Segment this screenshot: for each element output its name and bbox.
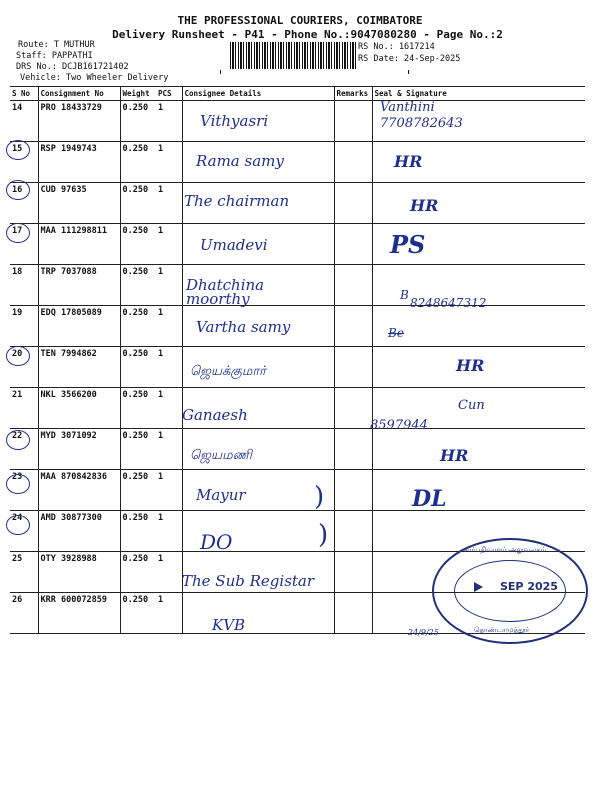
hw-signature: HR bbox=[394, 152, 423, 171]
hw-consignee: ஜெயக்குமார் bbox=[190, 364, 266, 379]
hw-consignee: Vartha samy bbox=[196, 318, 291, 336]
col-sno: S No bbox=[10, 87, 38, 101]
cell-pcs: 1 bbox=[156, 388, 182, 429]
table-row bbox=[10, 224, 585, 265]
hw-signature: HR bbox=[440, 446, 469, 465]
cell-weight: 0.250 bbox=[120, 142, 156, 183]
hw-consignee: Vithyasri bbox=[200, 112, 269, 130]
scribble: Be bbox=[388, 326, 404, 340]
cell-pcs: 1 bbox=[156, 593, 182, 634]
cell-consignee bbox=[182, 593, 334, 634]
cell-consignment: MAA 111298811 bbox=[38, 224, 120, 265]
cell-weight: 0.250 bbox=[120, 388, 156, 429]
cell-remarks bbox=[334, 593, 372, 634]
cell-remarks bbox=[334, 429, 372, 470]
table-row bbox=[10, 470, 585, 511]
cell-remarks bbox=[334, 347, 372, 388]
cell-pcs: 1 bbox=[156, 265, 182, 306]
cell-sno: 15 bbox=[10, 142, 38, 183]
table-header-row bbox=[10, 87, 585, 101]
hw-signature: PS bbox=[390, 230, 426, 259]
runsheet-subtitle: Delivery Runsheet - P41 - Phone No.:9047080280 - Page No.:2 bbox=[112, 28, 503, 41]
seal-date: SEP 2025 bbox=[500, 580, 558, 593]
cell-weight: 0.250 bbox=[120, 224, 156, 265]
cell-sno: 20 bbox=[10, 347, 38, 388]
circle-mark bbox=[6, 180, 30, 200]
scribble: B bbox=[400, 288, 409, 302]
hw-consignee: Mayur bbox=[196, 486, 246, 504]
cell-remarks bbox=[334, 306, 372, 347]
rs-number: RS No.: 1617214 bbox=[358, 42, 435, 52]
scribble: Cun bbox=[458, 398, 485, 413]
cell-pcs: 1 bbox=[156, 101, 182, 142]
cell-weight: 0.250 bbox=[120, 183, 156, 224]
circle-mark bbox=[6, 140, 30, 160]
cell-sno: 22 bbox=[10, 429, 38, 470]
cell-weight: 0.250 bbox=[120, 265, 156, 306]
cell-pcs: 1 bbox=[156, 470, 182, 511]
cell-weight: 0.250 bbox=[120, 593, 156, 634]
cell-sno: 23 bbox=[10, 470, 38, 511]
hw-signature: 24/9/25 bbox=[408, 628, 439, 637]
hw-consignee: Rama samy bbox=[196, 152, 284, 170]
table-row bbox=[10, 183, 585, 224]
cell-consignment: TEN 7994862 bbox=[38, 347, 120, 388]
cell-weight: 0.250 bbox=[120, 511, 156, 552]
col-weight: Weight bbox=[120, 87, 156, 101]
rs-date: RS Date: 24-Sep-2025 bbox=[358, 54, 461, 64]
hw-consignee: ஜெயமணி bbox=[190, 448, 252, 463]
circle-mark bbox=[6, 515, 30, 535]
cell-pcs: 1 bbox=[156, 429, 182, 470]
drs-text: DRS No.: DCJB161721402 bbox=[16, 62, 129, 72]
circle-mark bbox=[6, 474, 30, 494]
company-title: THE PROFESSIONAL COURIERS, COIMBATORE bbox=[177, 14, 423, 27]
hw-signature: Vanthini 7708782643 bbox=[380, 100, 463, 131]
hw-signature: 8597944 bbox=[370, 418, 428, 433]
cell-consignment: RSP 1949743 bbox=[38, 142, 120, 183]
cell-consignment: OTY 3928988 bbox=[38, 552, 120, 593]
table-row bbox=[10, 142, 585, 183]
cell-pcs: 1 bbox=[156, 511, 182, 552]
circle-mark bbox=[6, 430, 30, 450]
hw-consignee: KVB bbox=[212, 616, 246, 634]
route-text: Route: T MUTHUR bbox=[18, 40, 95, 50]
circle-mark bbox=[6, 346, 30, 366]
cell-weight: 0.250 bbox=[120, 306, 156, 347]
cell-sno: 24 bbox=[10, 511, 38, 552]
hw-consignee: Umadevi bbox=[200, 236, 268, 254]
hw-consignee: Dhatchina moorthy bbox=[186, 276, 265, 308]
cell-remarks bbox=[334, 224, 372, 265]
cell-sno: 18 bbox=[10, 265, 38, 306]
table-row bbox=[10, 347, 585, 388]
cell-sno: 14 bbox=[10, 101, 38, 142]
hw-signature: HR bbox=[456, 356, 485, 375]
cell-remarks bbox=[334, 511, 372, 552]
cell-weight: 0.250 bbox=[120, 347, 156, 388]
bracket-mark: ) bbox=[314, 482, 325, 512]
table-row bbox=[10, 388, 585, 429]
cell-pcs: 1 bbox=[156, 306, 182, 347]
cell-consignment: NKL 3566200 bbox=[38, 388, 120, 429]
table-row bbox=[10, 429, 585, 470]
col-remarks: Remarks bbox=[334, 87, 372, 101]
cell-consignment: MYD 3071092 bbox=[38, 429, 120, 470]
cell-consignment: MAA 870842836 bbox=[38, 470, 120, 511]
ruler-tick bbox=[408, 70, 409, 74]
hw-consignee: The chairman bbox=[184, 192, 290, 210]
cell-signature bbox=[372, 470, 585, 511]
office-seal-stamp bbox=[432, 538, 588, 644]
cell-sno: 25 bbox=[10, 552, 38, 593]
seal-triangle-icon bbox=[474, 582, 483, 592]
cell-sno: 26 bbox=[10, 593, 38, 634]
col-pcs: PCS bbox=[156, 87, 182, 101]
cell-pcs: 1 bbox=[156, 142, 182, 183]
cell-consignment: TRP 7037088 bbox=[38, 265, 120, 306]
cell-consignment: PRO 18433729 bbox=[38, 101, 120, 142]
cell-sno: 21 bbox=[10, 388, 38, 429]
cell-weight: 0.250 bbox=[120, 101, 156, 142]
vehicle-text: Vehicle: Two Wheeler Delivery bbox=[20, 73, 169, 83]
cell-remarks bbox=[334, 265, 372, 306]
hw-consignee: Ganaesh bbox=[182, 406, 248, 424]
seal-bottom-text: தொண்டாமுத்தூர் bbox=[474, 626, 530, 634]
cell-remarks bbox=[334, 552, 372, 593]
cell-consignment: EDQ 17805089 bbox=[38, 306, 120, 347]
col-consignment: Consignment No bbox=[38, 87, 120, 101]
hw-signature: HR bbox=[410, 196, 439, 215]
cell-remarks bbox=[334, 101, 372, 142]
hw-signature: DL bbox=[412, 486, 447, 512]
cell-consignment: KRR 600072859 bbox=[38, 593, 120, 634]
cell-pcs: 1 bbox=[156, 224, 182, 265]
hw-signature: 8248647312 bbox=[410, 296, 487, 310]
seal-top-text: சார்பதிவாளர் அலுவலகம் bbox=[464, 546, 547, 554]
col-signature: Seal & Signature bbox=[372, 87, 585, 101]
cell-remarks bbox=[334, 142, 372, 183]
bracket-mark: ) bbox=[318, 520, 329, 550]
cell-remarks bbox=[334, 183, 372, 224]
cell-consignment: AMD 30877300 bbox=[38, 511, 120, 552]
cell-pcs: 1 bbox=[156, 552, 182, 593]
cell-weight: 0.250 bbox=[120, 470, 156, 511]
cell-weight: 0.250 bbox=[120, 429, 156, 470]
cell-pcs: 1 bbox=[156, 183, 182, 224]
ruler-tick bbox=[220, 70, 221, 74]
cell-signature bbox=[372, 429, 585, 470]
cell-consignment: CUD 97635 bbox=[38, 183, 120, 224]
cell-remarks bbox=[334, 388, 372, 429]
cell-remarks bbox=[334, 470, 372, 511]
cell-signature bbox=[372, 183, 585, 224]
barcode bbox=[230, 42, 356, 69]
hw-consignee: The Sub Registar bbox=[182, 572, 315, 590]
cell-sno: 17 bbox=[10, 224, 38, 265]
cell-pcs: 1 bbox=[156, 347, 182, 388]
circle-mark bbox=[6, 223, 30, 243]
cell-sno: 16 bbox=[10, 183, 38, 224]
table-row bbox=[10, 306, 585, 347]
col-consignee: Consignee Details bbox=[182, 87, 334, 101]
cell-weight: 0.250 bbox=[120, 552, 156, 593]
staff-text: Staff: PAPPATHI bbox=[16, 51, 93, 61]
hw-consignee: DO bbox=[200, 530, 233, 554]
cell-sno: 19 bbox=[10, 306, 38, 347]
